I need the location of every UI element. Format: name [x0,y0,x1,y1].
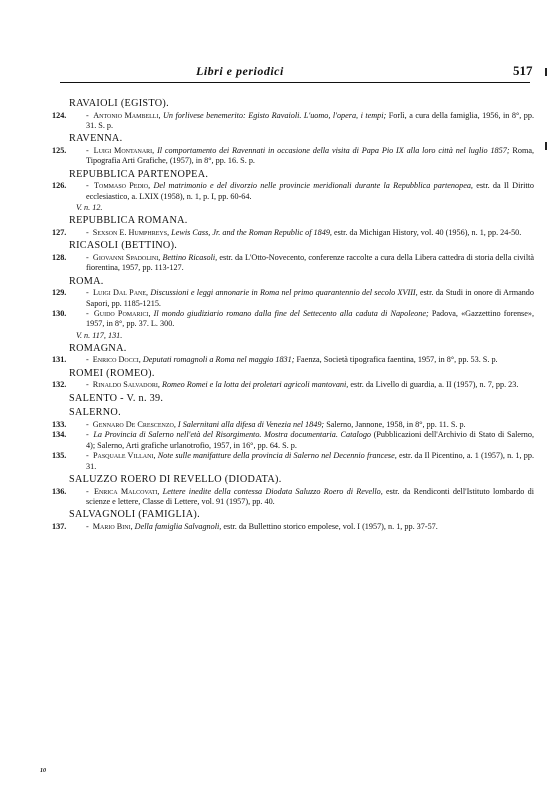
section-heading: ROMEI (ROMEO). [69,367,155,379]
section-heading: RAVAIOLI (EGISTO). [69,98,169,109]
entry-title: Della famiglia Salvagnoli, [134,522,222,532]
entry-title: Il comportamento dei Ravennati in occasione della visita di Papa Pio IX alla loro città nel luglio 1857; [157,146,510,155]
bibliography-entry: 127. - Sexson E. Humphreys, Lewis Cass, Jr. and the Roman Republic of 1849, estr. da Michigan History, vol. 40 (1956), n. 1, pp. 24-50. [52,227,522,237]
entry-number: 127. [52,227,67,237]
section-heading: REPUBBLICA ROMANA. [69,215,188,227]
entry-number: 137. [52,522,67,532]
entry-publication-details: estr. da L'Otto-Novecento, conferenze raccolte a cura della Libera cattedra di storia della civiltà fiorentina, 1957, pp. 113-127. [86,252,535,273]
entry-author: Sexson E. Humphreys, [92,227,170,237]
entry-publication-details: estr. da Bullettino storico empolese, vol. I (1957), n. 1, pp. 37-57. [221,522,438,532]
bibliography-entry: 128. - Giovanni Spadolini, Bettino Ricasoli, estr. da L'Otto-Novecento, conferenze raccolte a cura della Libera cattedra di storia della civiltà fiorentina, 1957, pp. 113-127. [52,252,535,273]
entry-title: I Salernitani alla difesa di Venezia nel 1849; [177,420,325,430]
entry-author: Rinaldo Salvadori, [92,380,160,390]
entry-title: Discussioni e leggi annonarie in Roma nel primo quarantennio del secolo XVIII, [150,288,418,298]
entry-publication-details: Padova, «Gazzettino forense», 1957, in 8°, pp. 37. L. 300. [86,309,535,329]
entry-number: 124. [52,110,67,120]
entry-author: Pasquale Villani, [92,451,156,461]
bibliography-entry: 134. - La Provincia di Salerno nell'età del Risorgimento. Mostra documentaria. Catalogo (Pubblicazioni dell'Archivio di Stato di Salerno, 4); Salerno, Arti grafiche urlanotrofio, 1957, in 16°, pp. 64. S. p. [52,430,534,450]
entry-number: 126. [52,181,67,191]
bibliography-entry: 129. - Luigi Dal Pane, Discussioni e leggi annonarie in Roma nel primo quarantennio del secolo XVIII, estr. da Studi in onore di Armando Sapori, pp. 1185-1215. [52,288,534,308]
bibliography-list [52,96,534,532]
section-heading: REPUBBLICA PARTENOPEA. [69,168,209,180]
entry-title: Lewis Cass, Jr. and the Roman Republic of 1849, [171,227,332,237]
bibliography-entry: 126. - Tommaso Pedio, Del matrimonio e del divorzio nelle provincie meridionali durante la Repubblica partenopea, estr. da Il Diritto ecclesiastico, a. LXIX (1958), n. 1, p. I, pp. 60-64. [52,181,534,201]
section-heading: SALUZZO ROERO DI REVELLO (DIODATA). [69,474,282,486]
section-heading: SALENTO - V. n. 39. [69,392,164,404]
entry-author: Antonio Mambelli, [93,110,161,120]
header-rule [60,82,530,83]
entry-title: Lettere inedite della contessa Diodata Saluzzo Roero di Revello, [162,486,383,496]
entry-number: 128. [52,252,67,262]
entry-author: Guido Pomarici, [93,309,151,319]
entry-publication-details: estr. da Livello di guardia, a. II (1957), n. 7, pp. 23. [348,380,519,390]
entry-number: 134. [52,430,67,440]
entry-title: Il mondo giudiziario romano dalla fine del Settecento alla caduta di Napoleone; [153,309,429,319]
section-heading: SALERNO. [69,407,121,419]
section-heading: ROMAGNA. [69,342,127,354]
entry-title: Note sulle manifatture della provincia di Salerno nel Decennio francese, [157,451,397,461]
running-head-title: Libri e periodici [196,64,284,78]
entry-number: 125. [52,146,67,155]
bibliography-entry: 131. - Enrico Docci, Deputati romagnoli a Roma nel maggio 1831; Faenza, Società tipografica faentina, 1957, in 8°, pp. 53. S. p. [52,355,498,365]
entry-publication-details: estr. da Il Diritto ecclesiastico, a. LXIX (1958), n. 1, p. I, pp. 60-64. [86,181,534,201]
running-head [0,62,550,84]
scan-edge-mark [545,68,547,76]
entry-publication-details: estr. da Studi in onore di Armando Sapori, pp. 1185-1215. [86,288,534,308]
folio-mark: 10 [40,768,46,774]
entry-number: 136. [52,486,67,496]
scan-edge-mark [545,142,547,150]
bibliography-entry: 133. - Gennaro De Crescenzo, I Salernitani alla difesa di Venezia nel 1849; Salerno, Jannone, 1958, in 8°, pp. 11. S. p. [52,420,466,430]
entry-publication-details: Forlì, a cura della famiglia, 1956, in 8°, pp. 31. S. p. [86,110,535,130]
page-number: 517 [513,63,533,78]
bibliography-entry: 130. - Guido Pomarici, Il mondo giudiziario romano dalla fine del Settecento alla caduta di Napoleone; Padova, «Gazzettino forense», 1957, in 8°, pp. 37. L. 300. [52,309,535,329]
bibliography-entry: 125. - Luigi Montanari, Il comportamento dei Ravennati in occasione della visita di Papa Pio IX alla loro città nel luglio 1857; Roma, Tipografia Arti Grafiche, (1957), in 8°, pp. 16. S. p. [52,146,535,166]
cross-reference: V. n. 12. [76,203,103,213]
entry-title: Deputati romagnoli a Roma nel maggio 1831; [142,355,295,365]
entry-number: 135. [52,451,67,461]
section-heading: RICASOLI (BETTINO). [69,240,178,252]
entry-number: 131. [52,355,67,365]
bibliography-entry: 137. - Mario Bini, Della famiglia Salvagnoli, estr. da Bullettino storico empolese, vol. I (1957), n. 1, pp. 37-57. [52,522,438,532]
entry-number: 133. [52,420,67,430]
entry-publication-details: Salerno, Jannone, 1958, in 8°, pp. 11. S. p. [324,420,466,430]
entry-publication-details: Faenza, Società tipografica faentina, 1957, in 8°, pp. 53. S. p. [294,355,498,365]
entry-title: Bettino Ricasoli, [162,252,218,262]
entry-author: Tommaso Pedio, [93,181,151,191]
entry-publication-details: estr. da Michigan History, vol. 40 (1956), n. 1, pp. 24-50. [331,227,522,237]
entry-number: 130. [52,309,67,319]
bibliography-entry: 124. - Antonio Mambelli, Un forlivese benemerito: Egisto Ravaioli. L'uomo, l'opera, i tempi; Forlì, a cura della famiglia, 1956, in 8°, pp. 31. S. p. [52,110,535,130]
entry-number: 129. [52,288,67,298]
section-heading: SALVAGNOLI (FAMIGLIA). [69,509,200,521]
entry-publication-details: Roma, Tipografia Arti Grafiche, (1957), in 8°, pp. 16. S. p. [86,146,535,166]
entry-publication-details: estr. da Il Picentino, a. 1 (1957), n. 1, pp. 31. [86,451,535,471]
entry-author: Enrico Docci, [92,355,141,365]
bibliography-entry: 136. - Enrica Malcovati, Lettere inedite della contessa Diodata Saluzzo Roero di Revello, estr. da Rendiconti dell'Istituto lombardo di scienze e lettere, Classe di Lettere, vol. 91 (1957), pp. 40. [52,486,534,507]
entry-title: Romeo Romei e la lotta dei proletari agricoli mantovani, [161,380,349,390]
section-heading: ROMA. [69,275,104,287]
entry-publication-details: estr. da Rendiconti dell'Istituto lombardo di scienze e lettere, Classe di Lettere, vol. 91 (1957), pp. 40. [86,486,534,507]
section-heading: RAVENNA. [69,133,123,145]
cross-reference: V. n. 117, 131. [76,330,123,340]
entry-author: Gennaro De Crescenzo, [92,420,176,430]
entry-author: Luigi Dal Pane, [93,288,149,298]
entry-title: La Provincia di Salerno nell'età del Risorgimento. Mostra documentaria. Catalogo [93,430,372,440]
entry-number: 132. [52,380,67,390]
bibliography-entry: 135. - Pasquale Villani, Note sulle manifatture della provincia di Salerno nel Decennio francese, estr. da Il Picentino, a. 1 (1957), n. 1, pp. 31. [52,451,535,471]
entry-author: Luigi Montanari, [93,146,155,155]
bibliography-entry: 132. - Rinaldo Salvadori, Romeo Romei e la lotta dei proletari agricoli mantovani, estr. da Livello di guardia, a. II (1957), n. 7, pp. 23. [52,380,519,390]
entry-author: Enrica Malcovati, [93,486,160,496]
entry-author: Giovanni Spadolini, [92,252,161,262]
entry-publication-details: (Pubblicazioni dell'Archivio di Stato di Salerno, 4); Salerno, Arti grafiche urlanotrofio, 1957, in 16°, pp. 64. S. p. [86,430,534,450]
entry-title: Un forlivese benemerito: Egisto Ravaioli. L'uomo, l'opera, i tempi; [163,110,387,120]
entry-author: Mario Bini, [92,522,133,532]
entry-title: Del matrimonio e del divorzio nelle provincie meridionali durante la Repubblica partenopea, [153,181,473,191]
